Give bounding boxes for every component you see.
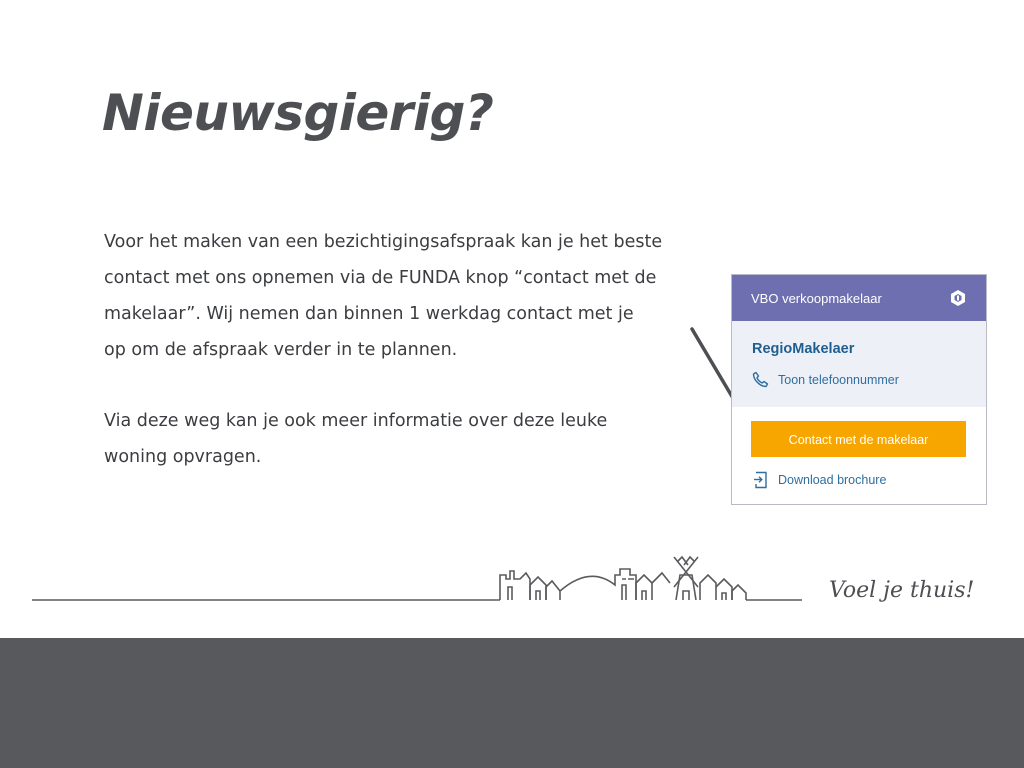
paragraph-line: contact met ons opnemen via de FUNDA knop “contact met de xyxy=(104,268,657,288)
footer-band xyxy=(0,638,1024,768)
paragraph-line: Voor het maken van een bezichtigingsafspraak kan je het beste xyxy=(104,232,663,252)
body-text xyxy=(104,224,704,475)
paragraph-line: makelaar”. Wij nemen dan binnen 1 werkdag contact met je xyxy=(104,304,634,324)
widget-header-label: VBO verkoopmakelaar xyxy=(751,290,882,306)
page-title: Nieuwsgierig? xyxy=(102,84,494,142)
paragraph-line: woning opvragen. xyxy=(104,447,262,467)
contact-agent-button[interactable]: Contact met de makelaar xyxy=(751,421,966,457)
paragraph-line: Via deze weg kan je ook meer informatie over deze leuke xyxy=(104,411,608,431)
phone-label: Toon telefoonnummer xyxy=(778,372,899,387)
phone-icon xyxy=(752,371,769,388)
slogan: Voel je thuis! xyxy=(829,578,975,603)
agent-name[interactable]: RegioMakelaer xyxy=(752,341,855,357)
paragraph-line: op om de afspraak verder in te plannen. xyxy=(104,340,458,360)
agent-section xyxy=(732,321,986,407)
download-label: Download brochure xyxy=(778,473,887,487)
download-brochure-link[interactable] xyxy=(753,471,986,489)
widget-header xyxy=(732,275,986,321)
contact-widget xyxy=(731,274,987,505)
vbo-logo-icon xyxy=(950,289,966,307)
skyline-illustration xyxy=(30,545,810,607)
download-icon xyxy=(753,471,769,489)
show-phone-link[interactable] xyxy=(752,371,986,388)
